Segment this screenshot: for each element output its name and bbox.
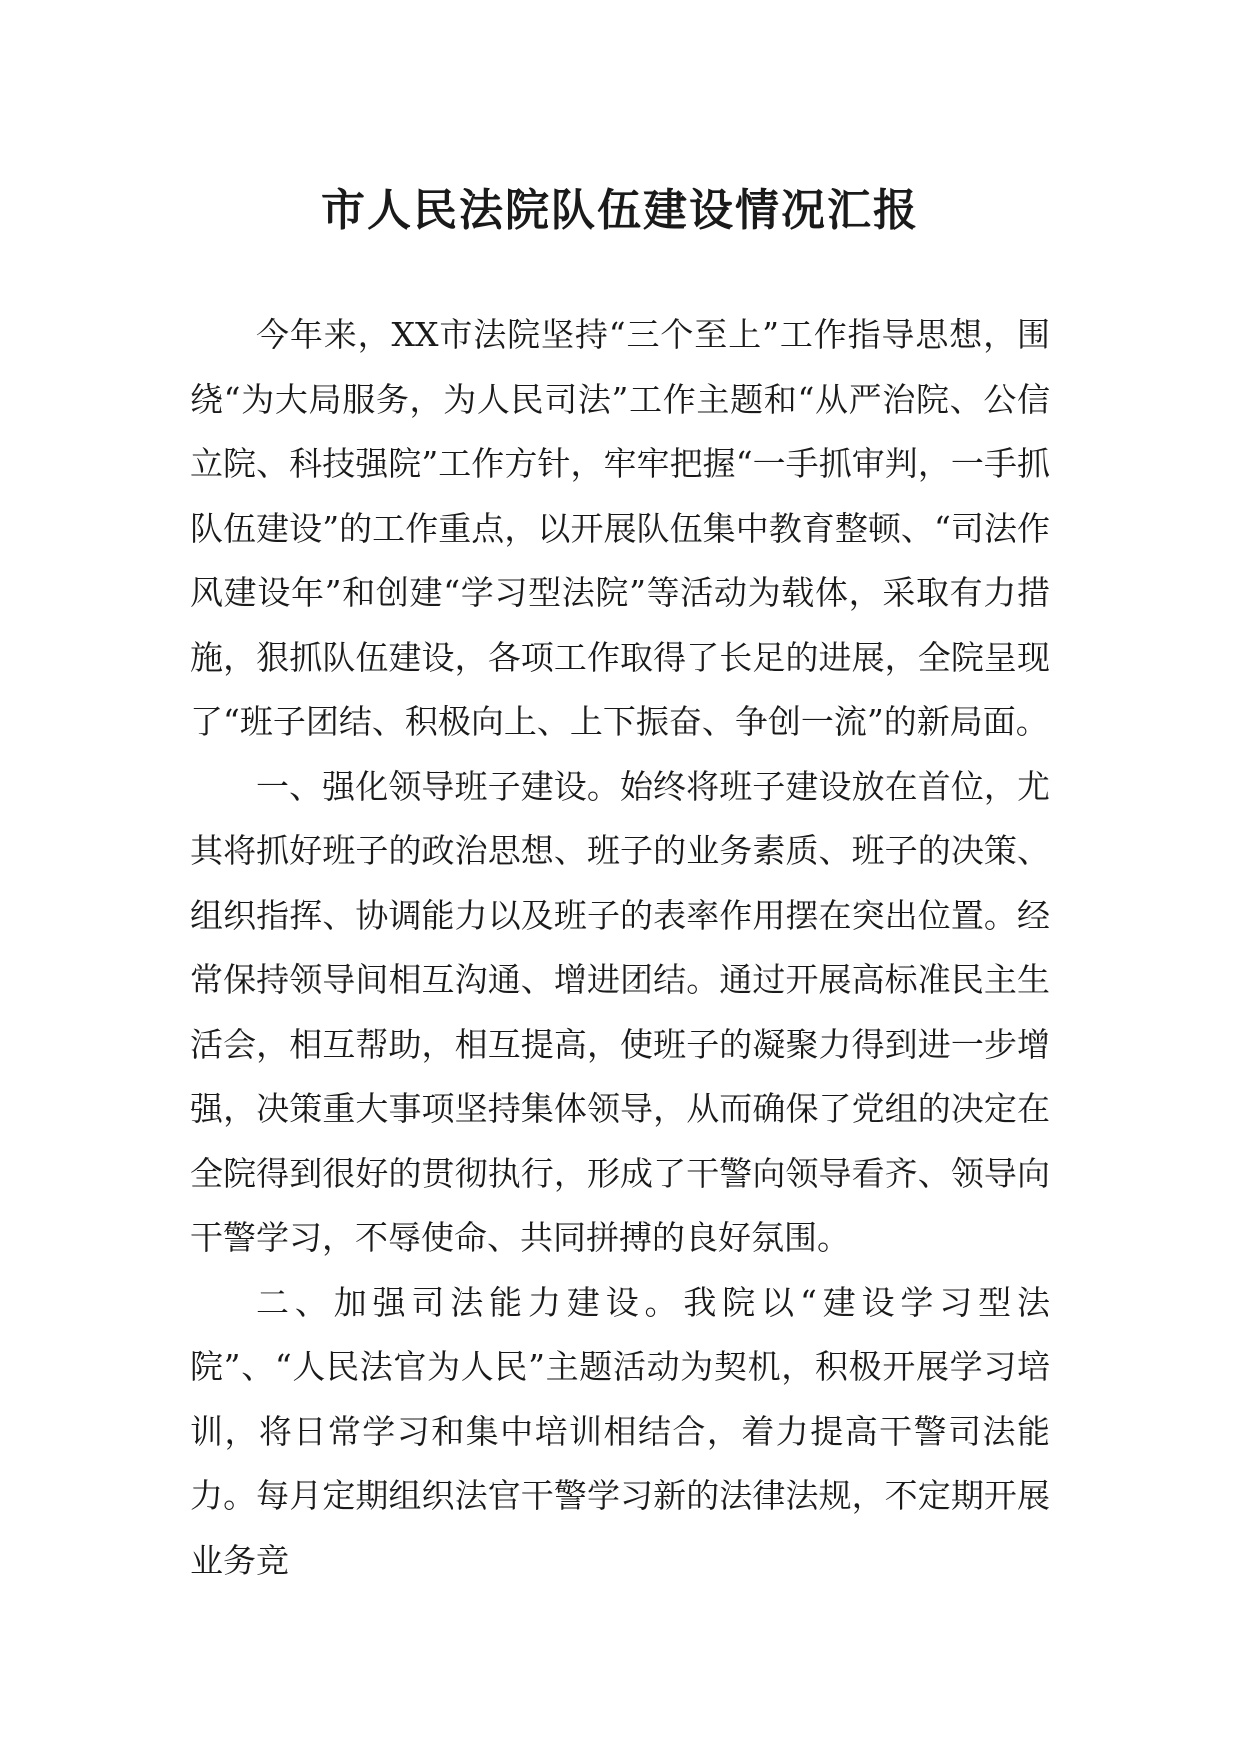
document-body [190,303,1050,1593]
paragraph-intro: 今年来，XX市法院坚持“三个至上”工作指导思想，围绕“为大局服务，为人民司法”工作主题和“从严治院、公信立院、科技强院”工作方针，牢牢把握“一手抓审判，一手抓队伍建设”的工作重点，以开展队伍集中教育整顿、“司法作风建设年”和创建“学习型法院”等活动为载体，采取有力措施，狠抓队伍建设，各项工作取得了长足的进展，全院呈现了“班子团结、积极向上、上下振奋、争创一流”的新局面。 [190,315,1050,741]
document-title: 市人民法院队伍建设情况汇报 [321,185,919,237]
paragraph-judicial-capacity: 二、加强司法能力建设。我院以“建设学习型法院”、“人民法官为人民”主题活动为契机，积极开展学习培训，将日常学习和集中培训相结合，着力提高干警司法能力。每月定期组织法官干警学习新的法律法规，不定期开展业务竞 [190,1282,1050,1580]
paragraph-leadership: 一、强化领导班子建设。始终将班子建设放在首位，尤其将抓好班子的政治思想、班子的业务素质、班子的决策、组织指挥、协调能力以及班子的表率作用摆在突出位置。经常保持领导间相互沟通、增进团结。通过开展高标准民主生活会，相互帮助，相互提高，使班子的凝聚力得到进一步增强，决策重大事项坚持集体领导，从而确保了党组的决定在全院得到很好的贯彻执行，形成了干警向领导看齐、领导向干警学习，不辱使命、共同拼搏的良好氛围。 [190,766,1050,1257]
